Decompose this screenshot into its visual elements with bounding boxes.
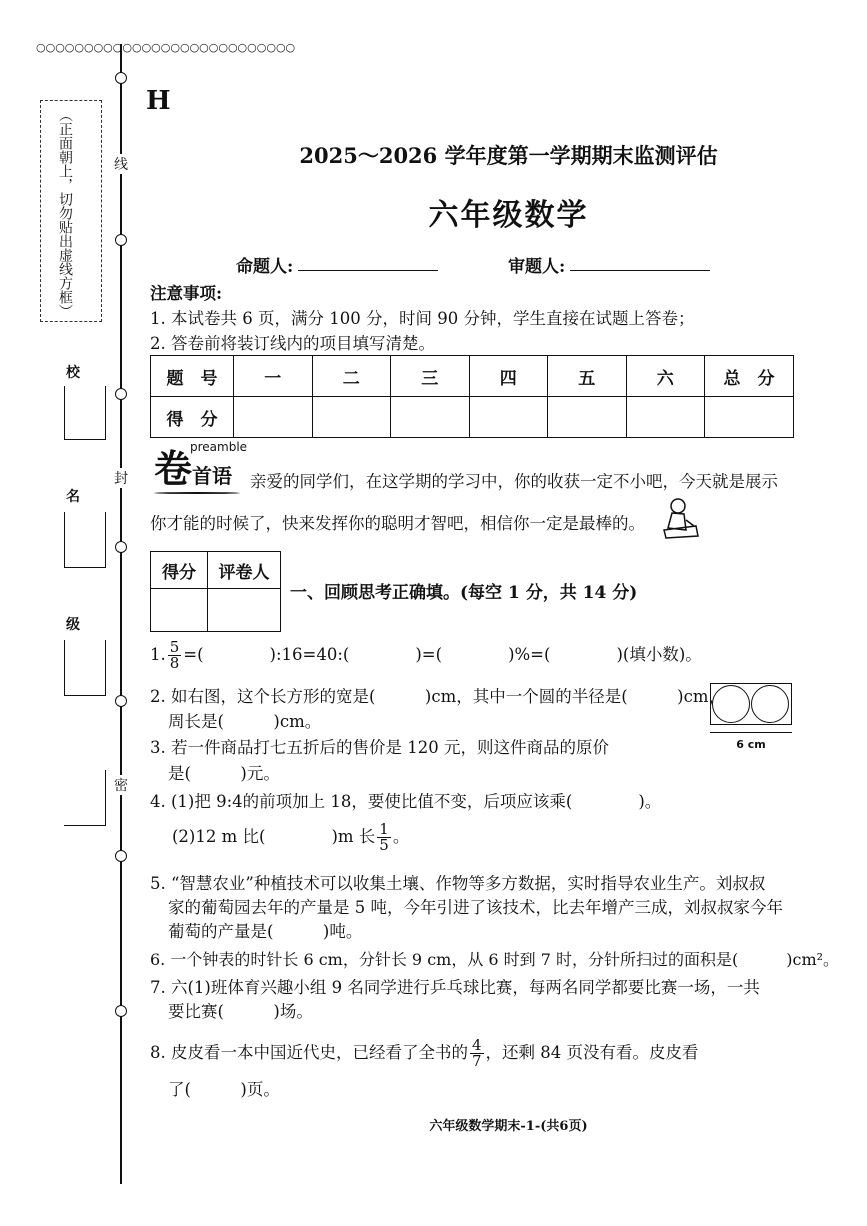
question-5-line-1: 5. “智慧农业”种植技术可以收集土壤、作物等多方数据，实时指导农业生产。刘叔叔: [150, 874, 766, 893]
question-6: 6. 一个钟表的时针长 6 cm，分针长 9 cm，从 6 时到 7 时，分针所扫过的面积是( )cm²。: [150, 950, 840, 969]
score-cell[interactable]: [626, 397, 705, 438]
score-header-cell: 二: [312, 356, 391, 397]
reviewer-field[interactable]: [570, 270, 710, 271]
binding-hole: [115, 850, 127, 862]
fraction: [377, 822, 391, 853]
score-cell[interactable]: [234, 397, 313, 438]
circle-shape: [712, 685, 750, 723]
score-table-header-row: [151, 356, 794, 397]
reviewer-label: 审题人:: [508, 257, 566, 277]
preamble-big-char: 卷: [154, 446, 193, 491]
question-4-line-2: [172, 822, 409, 853]
decorative-dots: ○○○○○○○○○○○○○○○○○○○○○○○○○○○: [36, 41, 296, 54]
question-text: (2)12 m 比( )m 长: [172, 827, 376, 846]
notice-item: 1. 本试卷共 6 页，满分 100 分，时间 90 分钟，学生直接在试题上答卷；: [150, 309, 695, 328]
preamble-text: 你才能的时候了，快来发挥你的聪明才智吧，相信你一定是最棒的。: [150, 514, 645, 533]
score-table: [150, 355, 794, 438]
score-header-cell: 五: [548, 356, 627, 397]
exam-subject: 六年级数学: [428, 198, 589, 233]
binding-label-seal: 封: [112, 468, 130, 488]
score-cell[interactable]: [469, 397, 548, 438]
fraction-numerator: 5: [169, 638, 180, 656]
field-name-box[interactable]: [64, 512, 106, 568]
author-label: 命题人:: [236, 257, 294, 277]
binding-hole: [115, 1005, 127, 1017]
page-footer: 六年级数学期末-1-(共6页): [429, 1119, 588, 1134]
fraction-numerator: 1: [379, 820, 389, 838]
question-4-line-1: 4. (1)把 9:4的前项加上 18，要使比值不变，后项应该乘( )。: [150, 792, 662, 811]
fraction-numerator: 4: [472, 1036, 482, 1054]
author-field[interactable]: [298, 270, 438, 271]
grader-header-score: 得分: [151, 552, 208, 589]
question-text: =( ):16=40:( )=( )%=( )(填小数)。: [183, 645, 702, 664]
question-7-line-2: 要比赛( )场。: [168, 1002, 313, 1021]
score-cell[interactable]: [705, 397, 794, 438]
question-5-line-2: 家的葡萄园去年的产量是 5 吨，今年引进了该技术，比去年增产三成，刘叔叔家今年: [168, 898, 783, 917]
score-header-cell: 题 号: [151, 356, 234, 397]
grader-score-cell[interactable]: [151, 589, 208, 632]
fraction: [470, 1038, 484, 1069]
question-3-line-1: 3. 若一件商品打七五折后的售价是 120 元，则这件商品的原价: [150, 738, 609, 757]
binding-label-secret: 密: [112, 775, 130, 795]
question-5-line-3: 葡萄的产量是( )吨。: [168, 922, 363, 941]
question-8-line-1: [150, 1038, 699, 1069]
paper-version: H: [146, 86, 171, 116]
fraction-denominator: 7: [472, 1052, 482, 1070]
binding-hole: [115, 388, 127, 400]
score-header-cell: 一: [234, 356, 313, 397]
question-8-line-2: 了( )页。: [168, 1080, 280, 1099]
field-school-label: 校: [66, 365, 80, 381]
fraction: [168, 640, 182, 671]
fraction-denominator: 5: [379, 836, 389, 854]
binding-hole: [115, 234, 127, 246]
score-header-cell: 三: [391, 356, 470, 397]
score-table-score-row: [151, 397, 794, 438]
question-text: ，还剩 84 页没有看。皮皮看: [485, 1043, 699, 1062]
question-2-line-2: 周长是( )cm。: [168, 712, 322, 731]
preamble-underline: [154, 492, 240, 494]
grader-table: [150, 551, 281, 632]
preamble-english: preamble: [190, 440, 248, 454]
field-name-label: 名: [66, 489, 80, 505]
field-class-label: 级: [66, 617, 80, 633]
dimension-line: [710, 732, 792, 733]
score-cell[interactable]: [548, 397, 627, 438]
score-cell[interactable]: [391, 397, 470, 438]
dimension-label: 6 cm: [736, 738, 766, 751]
question-2-line-1: 2. 如右图，这个长方形的宽是( )cm，其中一个圆的半径是( )cm，: [150, 687, 726, 706]
field-class-box[interactable]: [64, 640, 106, 696]
binding-hole: [115, 72, 127, 84]
grader-input-row: [151, 589, 281, 632]
rectangle-two-circles-figure: [710, 683, 792, 725]
fraction-denominator: 8: [169, 654, 180, 672]
question-number: 1.: [150, 645, 166, 664]
score-header-cell: 四: [469, 356, 548, 397]
section-title: 一、回顾思考正确填。(每空 1 分，共 14 分): [290, 583, 638, 603]
grader-name-cell[interactable]: [208, 589, 281, 632]
score-header-cell: 六: [626, 356, 705, 397]
score-cell[interactable]: [312, 397, 391, 438]
score-row-label: 得 分: [151, 397, 234, 438]
question-1: [150, 640, 702, 671]
preamble-heading: 首语: [192, 464, 232, 488]
grader-header-row: [151, 552, 281, 589]
question-text: 8. 皮皮看一本中国近代史，已经看了全书的: [150, 1043, 468, 1062]
preamble-text: 亲爱的同学们，在这学期的学习中，你的收获一定不小吧，今天就是展示: [250, 472, 778, 491]
sticker-note: （正面朝上，切勿贴出虚线方框）: [57, 108, 73, 318]
binding-hole: [115, 695, 127, 707]
binding-hole: [115, 541, 127, 553]
field-school-box[interactable]: [64, 386, 106, 440]
question-text: 。: [392, 827, 410, 846]
score-header-cell: 总 分: [705, 356, 794, 397]
notice-item: 2. 答卷前将装订线内的项目填写清楚。: [150, 334, 435, 353]
notice-heading: 注意事项:: [150, 284, 223, 303]
circle-shape: [751, 685, 789, 723]
question-7-line-1: 7. 六(1)班体育兴趣小组 9 名同学进行乒乓球比赛，每两名同学都要比赛一场，一共: [150, 978, 760, 997]
field-extra-box[interactable]: [64, 770, 106, 826]
exam-title: 2025～2026 学年度第一学期期末监测评估: [299, 143, 718, 168]
binding-label-line: 线: [112, 154, 130, 174]
grader-header-grader: 评卷人: [208, 552, 281, 589]
question-3-line-2: 是( )元。: [168, 764, 280, 783]
student-writing-illustration: [660, 496, 700, 540]
